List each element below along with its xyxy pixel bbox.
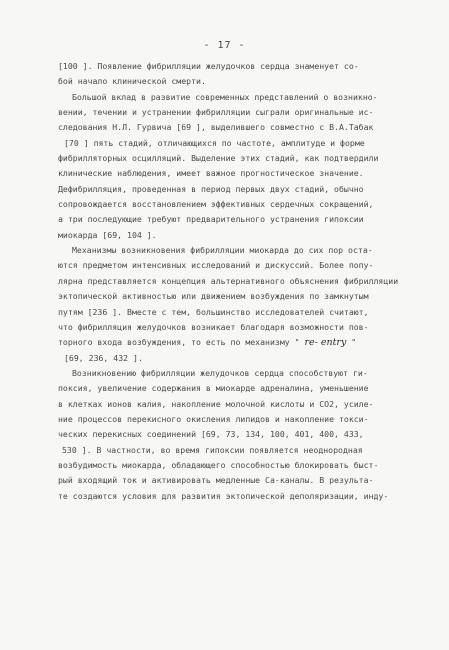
text-line: фибрилляторных осцилляций. Выделение этих стадий, как подтвердили [58,153,379,164]
text-line: 530 ]. В частности, во время гипоксии появляется неоднородная [62,444,363,455]
text-line: эктопической активностью или движением возбуждения по замкнутым [58,291,369,302]
text-line: в клетках ионов калия, накопление молочной кислоты и СО2, усиле- [58,398,374,409]
text-line: что фибрилляция желудочков возникает благодаря возможности пов- [58,321,369,332]
text-line: поксия, увеличение содержания в миокарде адреналина, уменьшение [58,383,369,394]
text-line: рый входящий ток и активировать медленные Са-каналы. В результа- [58,475,374,486]
text-line: торного входа возбуждения, то есть по механизму " re- entry " [58,337,357,349]
text-line: Механизмы возникновения фибрилляции миокарда до сих пор оста- [72,245,373,256]
text-line: лярна представляется концепция альтернативного объяснения фибрилляции [58,275,399,286]
text-line: ческих перекисных соединений [69, 73, 134, 100, 401, 400, 433, [58,429,364,440]
text-line: те создаются условия для развития эктопической деполяризации, инду- [58,490,389,501]
text-line: Возникновению фибрилляции желудочков сердца способствуют ги- [72,367,368,378]
text-line: ние процессов перекисного окисления липидов и накопление токси- [58,413,369,424]
text-line: Дефибрилляция, проведенная в период первых двух стадий, обычно [58,183,364,194]
page-number: - 17 - [203,40,246,51]
text-line: клинические наблюдения, имеет важное прогностическое значение. [58,168,364,179]
text-line: миокарда [69, 104 ]. [58,229,157,240]
handwritten-re-entry: re- entry [304,337,347,349]
text-line: путям [236 ]. Вместе с тем, большинство исследователей считают, [58,306,369,317]
text-line: [69, 236, 432 ]. [64,352,143,363]
text-line: сопровождается восстановлением эффективных сердечных сокращений, [58,199,374,210]
text-line: а три последующие требуют предварительного устранения гипоксии [58,214,364,225]
text-line: возбудимость миокарда, обладающего способностью блокировать быст- [58,459,379,470]
text-line: вении, течении и устранении фибрилляции сыграли оригинальные ис- [58,107,374,118]
text-line: следования Н.Л. Гурвича [69 ], выделившего совместно с В.А.Табак [58,122,374,133]
body-text [58,59,408,504]
text-line: [70 ] пять стадий, отличающихся по частоте, амплитуде и форме [64,137,365,148]
text-line: [100 ]. Появление фибрилляции желудочков сердца знаменует со- [58,61,359,71]
text-line: Большой вклад в развитие современных представлений о возникно- [72,91,378,102]
text-line: бой начало клинической смерти. [58,76,206,87]
text-line: ются предметом интенсивных исследований и дискуссий. Более попу- [58,260,374,271]
